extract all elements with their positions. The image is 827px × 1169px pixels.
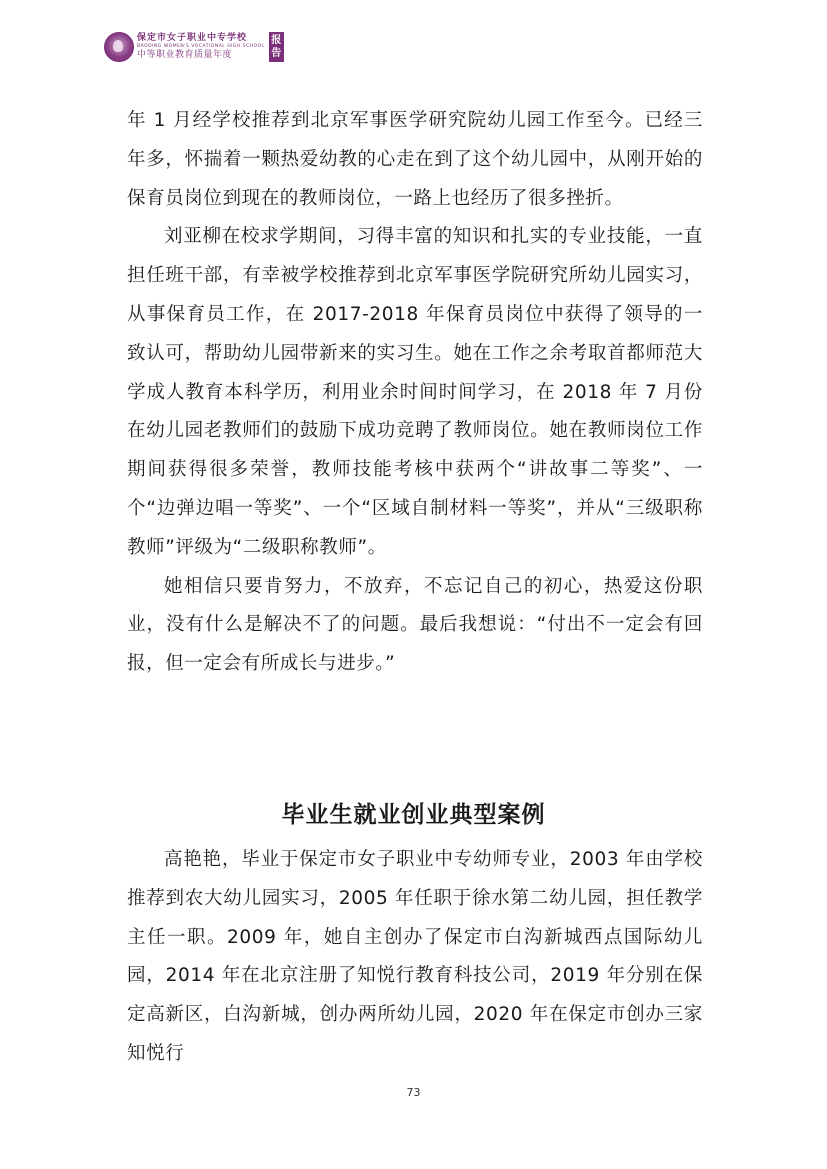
report-badge-char-1: 报: [271, 35, 282, 46]
section-title: 毕业生就业创业典型案例: [281, 802, 546, 828]
report-subtitle: 中等职业教育质量年度: [137, 50, 233, 61]
report-badge: [269, 32, 284, 62]
section-text: [127, 841, 703, 1074]
paragraph-1: 年 1 月经学校推荐到北京军事医学研究院幼儿园工作至今。已经三年多，怀揣着一颗热爱幼教的心走在到了这个幼儿园中，从刚开始的保育员岗位到现在的教师岗位，一路上也经历了很多挫折。: [127, 110, 703, 209]
main-text: [127, 102, 703, 684]
page-number: 73: [406, 1086, 421, 1099]
section-paragraph-1: 高艳艳，毕业于保定市女子职业中专幼师专业，2003 年由学校推荐到农大幼儿园实习，2005 年任职于徐水第二幼儿园，担任教学主任一职。2009 年，她自主创办了保定市白沟新城西点国际幼儿园，2014 年在北京注册了知悦行教育科技公司，2019 年分别在保定高新区，白沟新城，创办两所幼儿园，2020 年在保定市创办三家知悦行: [127, 849, 703, 1064]
school-logo-text: [137, 34, 265, 61]
school-name-cn: 保定市女子职业中专学校: [137, 32, 248, 43]
school-logo-icon: [104, 32, 134, 62]
paragraph-2: 刘亚柳在校求学期间，习得丰富的知识和扎实的专业技能，一直担任班干部，有幸被学校推荐到北京军事医学院研究所幼儿园实习，从事保育员工作，在 2017-2018 年保育员岗位中获得了领导的一致认可，帮助幼儿园带新来的实习生。她在工作之余考取首都师范大学成人教育本科学历，利用业余时间时间学习，在 2018 年 7 月份在幼儿园老教师们的鼓励下成功竞聘了教师岗位。她在教师岗位工作期间获得很多荣誉，教师技能考核中获两个“讲故事二等奖”、一个“边弹边唱一等奖”、一个“区域自制材料一等奖”，并从“三级职称教师”评级为“二级职称教师”。: [127, 226, 703, 558]
report-badge-char-2: 告: [271, 48, 282, 59]
school-header: [104, 30, 284, 64]
school-name-en: BAODING WOMEN'S VOCATIONAL HIGH SCHOOL: [137, 43, 265, 49]
paragraph-3: 她相信只要肯努力，不放弃，不忘记自己的初心，热爱这份职业，没有什么是解决不了的问题。最后我想说：“付出不一定会有回报，但一定会有所成长与进步。”: [127, 575, 703, 675]
